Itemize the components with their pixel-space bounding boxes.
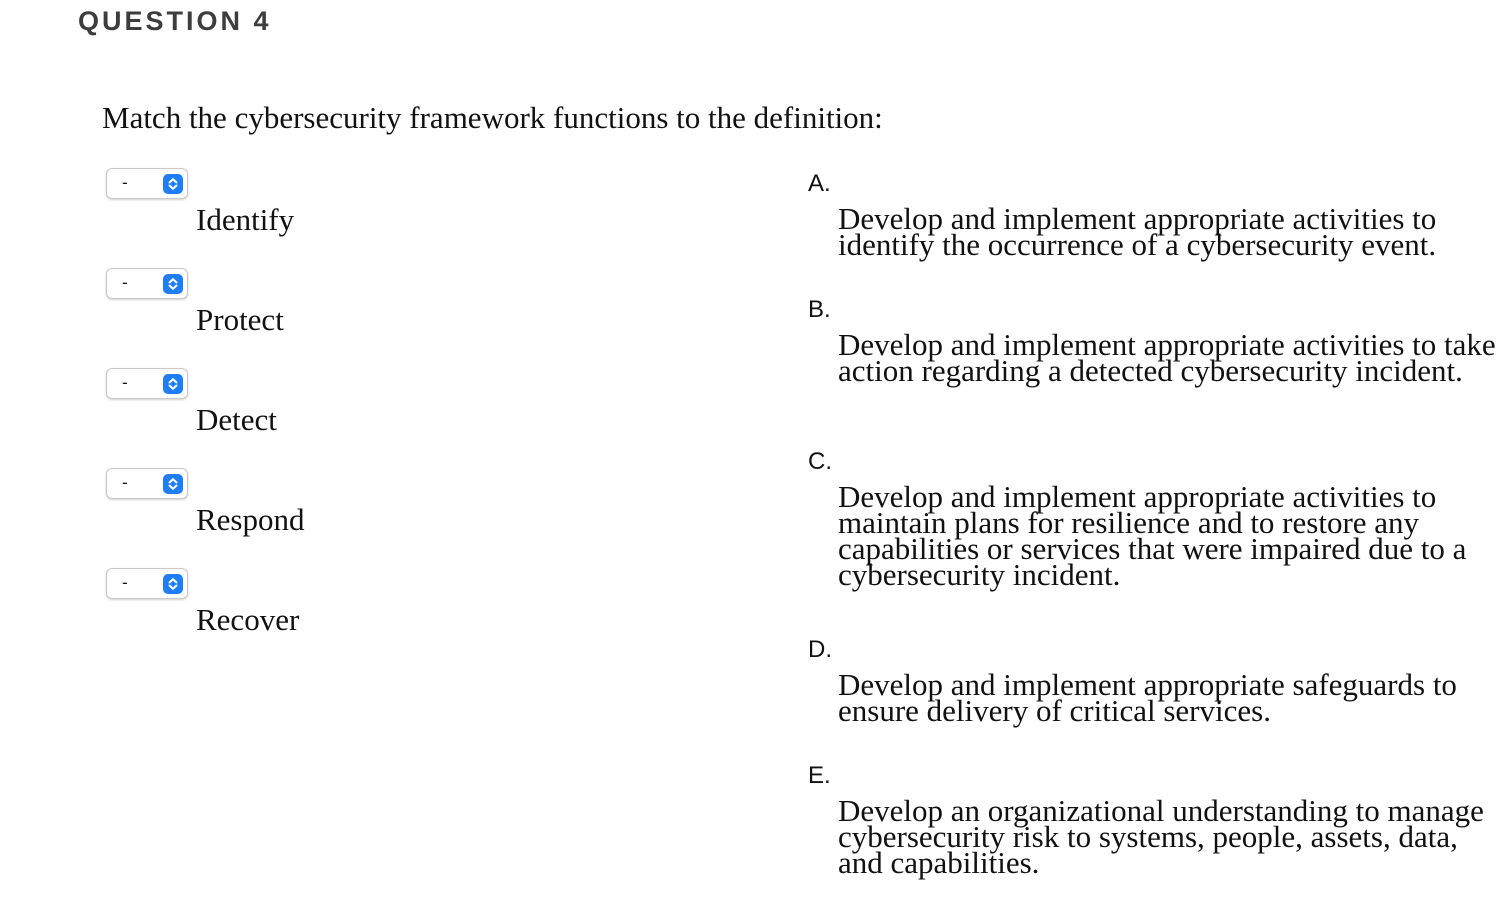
match-row-protect	[106, 268, 706, 358]
chevron-up-down-icon[interactable]	[163, 374, 183, 394]
question-header: QUESTION 4	[78, 6, 272, 36]
definition-text-c: Develop and implement appropriate activities to maintain plans for resilience and to restore any capabilities or services that were impaired due to a cybersecurity incident.	[838, 479, 1467, 592]
term-label: Identify	[196, 202, 295, 237]
definition-letter-e: E.	[808, 762, 831, 789]
definition-letter-a: A.	[808, 170, 831, 197]
chevron-up-down-icon[interactable]	[163, 574, 183, 594]
definition-letter-d: D.	[808, 636, 832, 663]
match-row-detect	[106, 368, 706, 458]
chevron-up-down-icon[interactable]	[163, 474, 183, 494]
definition-text-d: Develop and implement appropriate safeguards to ensure delivery of critical services.	[838, 667, 1457, 728]
match-select-detect[interactable]	[106, 368, 188, 399]
select-value: -	[122, 373, 128, 392]
term-label: Recover	[196, 602, 300, 637]
chevron-up-down-icon[interactable]	[163, 174, 183, 194]
match-row-identify	[106, 168, 706, 258]
match-select-protect[interactable]	[106, 268, 188, 299]
match-select-recover[interactable]	[106, 568, 188, 599]
definition-text-a: Develop and implement appropriate activities to identify the occurrence of a cybersecurity event.	[838, 201, 1437, 262]
definition-letter-c: C.	[808, 448, 832, 475]
chevron-up-down-icon[interactable]	[163, 274, 183, 294]
match-select-identify[interactable]	[106, 168, 188, 199]
term-label: Protect	[196, 302, 284, 337]
question-prompt: Match the cybersecurity framework functions to the definition:	[102, 100, 883, 135]
match-row-respond	[106, 468, 706, 558]
select-value: -	[122, 273, 128, 292]
definition-text-e: Develop an organizational understanding to manage cybersecurity risk to systems, people, assets, data, and capabilities.	[838, 793, 1484, 880]
definition-text-b: Develop and implement appropriate activities to take action regarding a detected cybersecurity incident.	[838, 327, 1496, 388]
term-label: Detect	[196, 402, 277, 437]
select-value: -	[122, 173, 128, 192]
select-value: -	[122, 573, 128, 592]
select-value: -	[122, 473, 128, 492]
definition-letter-b: B.	[808, 296, 831, 323]
term-label: Respond	[196, 502, 305, 537]
match-select-respond[interactable]	[106, 468, 188, 499]
match-row-recover	[106, 568, 706, 658]
